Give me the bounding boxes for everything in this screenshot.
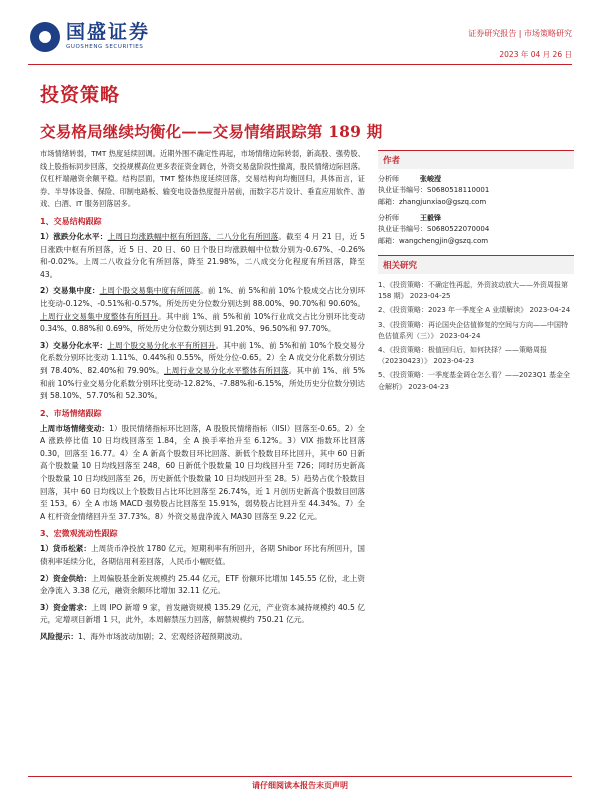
report-category: 投资策略: [40, 84, 121, 106]
paragraph-text: 上周偏股基金新发规模约 25.44 亿元，ETF 份额环比增加 145.55 亿份，北上资金净流入 3.38 亿元，融资余额环比增加 32.11 亿元。: [40, 573, 365, 596]
paragraph-fund-demand: [40, 602, 365, 627]
paragraph-label: 2）资金供给：: [40, 573, 92, 583]
paragraph-divergence: [40, 231, 365, 281]
company-logo: [30, 22, 150, 52]
related-research-item[interactable]: [378, 370, 574, 392]
analyst-name: 王毅锋: [420, 214, 441, 222]
paragraph-text: 。截至 4 月 21 日，近 5 日涨跌中枢有所回落，近 5 日、20 日、60 日个股日均涨跌幅中位数分别为-0.67%、-0.26%和-0.02%。上周二八收益分化有所回落，降至 21.98%，二八成交分化程度有所回落，降至 43。: [40, 231, 365, 279]
related-title: 3、《投资策略：再论国央企估值修复的空间与方向——中国特色估值系列（三）》: [378, 320, 568, 340]
report-date: 2023 年 04 月 26 日: [499, 50, 572, 59]
paragraph-text: 1）股民情绪指标环比回落，A 股股民情绪指标（IISI）回落至-0.65。2）全 A 涨跌停比值 10 日均线回落至 1.84，全 A 换手率抬升至 6.12%。3）VIX 指数环比回落 0.30，回落至 16.77。4）全 A 新高个股数目环比回落、新低个股数目环比回升，其中 60 日新高个股数量 10 日均线回落至 248，60 日新低个股数量 10 日均线回升至 726；同时历史新高个股数量 10 日均线回落至 26，历史新低个股数量 10 日均线回升至 28。5）趋势占优个股数目回落，其中 60 日均线以上个股数目占比环比回落至 26.74%，近 1 月创历史新高个股数目回落至 153。6）全 A 市场 MACD 强势股占比回落至 15.91%，弱势股占比回升至 44.34%。7）全 A 杠杆资金情绪回升至 37.73%。8）外资交易盘净流入 MA30 回落至 9.22 亿元。: [40, 423, 365, 521]
related-research-item[interactable]: [378, 280, 574, 302]
analyst-name: 张峻滢: [420, 175, 441, 183]
main-content: [40, 148, 365, 648]
related-date: 2023-04-23: [433, 357, 475, 366]
key-finding: 上周个股交易集中度有所回落: [99, 286, 201, 296]
analyst-email[interactable]: 邮箱：wangchengjin@gszq.com: [378, 236, 489, 245]
key-finding: 上周个股交易分化水平有所回升: [107, 340, 216, 350]
key-finding: 上周行业交易集中度整体有所回升: [40, 311, 159, 321]
paragraph-label: 上周市场情绪变动：: [40, 423, 110, 433]
analyst-certificate: 执业证书编号：S0680522070004: [378, 225, 490, 233]
paragraph-text: 。其中前 1%、前 5%和前 10%个股交易分化系数分别环比变动 1.11%、0.44%和 0.55%，所处分位-0.65。2）全 A 成交分化系数分别达到 78.40%、82.40%和 79.90%。: [40, 340, 365, 375]
section-heading-sentiment: 2、市场情绪跟踪: [40, 408, 102, 418]
paragraph-label: 1）货币松紧：: [40, 544, 91, 554]
footer-divider: [28, 776, 572, 777]
analyst-role: 分析师: [378, 175, 399, 183]
sidebar: [378, 150, 574, 396]
key-finding: 上周日均涨跌幅中枢有所回落，二八分化有所回落: [107, 231, 279, 241]
logo-name: 国盛证券: [66, 21, 151, 44]
risk-warning: [40, 631, 365, 644]
related-research-item[interactable]: [378, 320, 574, 342]
paragraph-monetary: [40, 543, 365, 568]
logo-icon: [30, 22, 60, 52]
related-date: 2023-04-23: [408, 382, 449, 391]
paragraph-text: 。其中前 1%、前 5%和前 10%行业交易分化系数分别环比变动-12.82%、-7.88%和-6.15%，所处历史分位数分别达到 58.10%、57.70%和 52.30%。: [40, 365, 365, 401]
paragraph-text: 。其中前 1%、前 5%和前 10%行业成交占比分别环比变动 0.34%、0.88%和 0.69%，所处历史分位数分别达到 91.20%、96.50%和 97.70%。: [40, 311, 365, 334]
analyst-certificate: 执业证书编号：S0680518110001: [378, 186, 490, 194]
authors-heading: 作者: [378, 150, 574, 169]
summary-paragraph: 市场情绪转弱，TMT 热度延续回调。近期外围不确定性再起，市场情绪边际转弱，新高股、强势股、线上股指标同步回落，交投规模高位更多表征资金调仓，外资交易盘阶段性撤离，股民情绪边际回落。仅杠杆端融资余额平稳。结构层面，TMT 整体热度延续回落，交易结构向均衡回归，具体而言，证券、半导体设备、保险、印制电路板、输变电设备热度提升居前，而数字芯片设计、垂直应用软件、游戏、白酒、IT 服务回落居多。: [40, 149, 365, 209]
analyst-2: [378, 213, 574, 224]
paragraph-label: 2）交易集中度：: [40, 286, 100, 296]
section-heading-trading-structure: 1、交易结构跟踪: [40, 216, 102, 226]
related-title: 1、《投资策略：不确定性再起，外资波动放大——外资周报第 158 期》: [378, 281, 568, 301]
risk-text: 1、海外市场波动加剧；2、宏观经济超预期波动。: [77, 632, 248, 641]
paragraph-text: 上周 IPO 新增 9 家，首发融资规模 135.29 亿元，产业资本减持规模约 40.5 亿元，定增项目新增 1 只，此外，本周解禁压力回落，解禁规模约 750.21 亿元。: [40, 602, 365, 625]
related-date: 2023-04-24: [439, 331, 481, 340]
report-type: 证券研究报告 | 市场策略研究: [468, 29, 572, 38]
key-finding: 上周行业交易分化水平整体有所回落: [163, 365, 289, 375]
related-research-item[interactable]: [378, 305, 574, 316]
section-heading-liquidity: 3、宏微观流动性跟踪: [40, 529, 118, 539]
related-title: 4、《投资策略：极值回归后，如何抉择？——策略周报（20230423）》: [378, 346, 547, 366]
logo-english-name: GUOSHENG SECURITIES: [66, 44, 144, 51]
paragraph-label: 3）交易分化水平：: [40, 340, 108, 350]
paragraph-fund-supply: [40, 573, 365, 598]
footer-disclaimer: 请仔细阅读本报告末页声明: [252, 781, 348, 790]
related-research-heading: 相关研究: [378, 255, 574, 274]
paragraph-dispersion: [40, 340, 365, 403]
analyst-email[interactable]: 邮箱：zhangjunxiao@gszq.com: [378, 197, 487, 206]
risk-label: 风险提示：: [40, 632, 78, 641]
header-divider: [28, 64, 572, 65]
related-research-item[interactable]: [378, 345, 574, 367]
related-title: 5、《投资策略：一季度基金调仓怎么看？——2023Q1 基金全仓解析》: [378, 371, 570, 391]
paragraph-label: 3）资金需求：: [40, 602, 92, 612]
related-research-list: [378, 280, 574, 393]
report-title: 交易格局继续均衡化——交易情绪跟踪第 189 期: [40, 122, 383, 141]
paragraph-concentration: [40, 285, 365, 335]
related-title: 2、《投资策略：2023 年一季度全 A 业绩解读》: [378, 306, 528, 315]
analyst-role: 分析师: [378, 214, 399, 222]
paragraph-label: 1）涨跌分化水平：: [40, 231, 108, 241]
related-date: 2023-04-24: [529, 306, 571, 315]
paragraph-text: 。前 1%、前 5%和前 10%个股成交占比分别环比变动-0.12%、-0.51%和-0.57%。所处历史分位数分别达到 88.00%、90.70%和 90.60%。: [40, 286, 365, 308]
analyst-1: [378, 174, 574, 185]
paragraph-text: 上周货币净投放 1780 亿元，短期利率有所回升，各期 Shibor 环比有所回升，国债利率延续分化，各期信用利差回落，人民币小幅贬值。: [40, 544, 365, 567]
related-date: 2023-04-25: [409, 292, 451, 301]
paragraph-sentiment: [40, 423, 365, 524]
